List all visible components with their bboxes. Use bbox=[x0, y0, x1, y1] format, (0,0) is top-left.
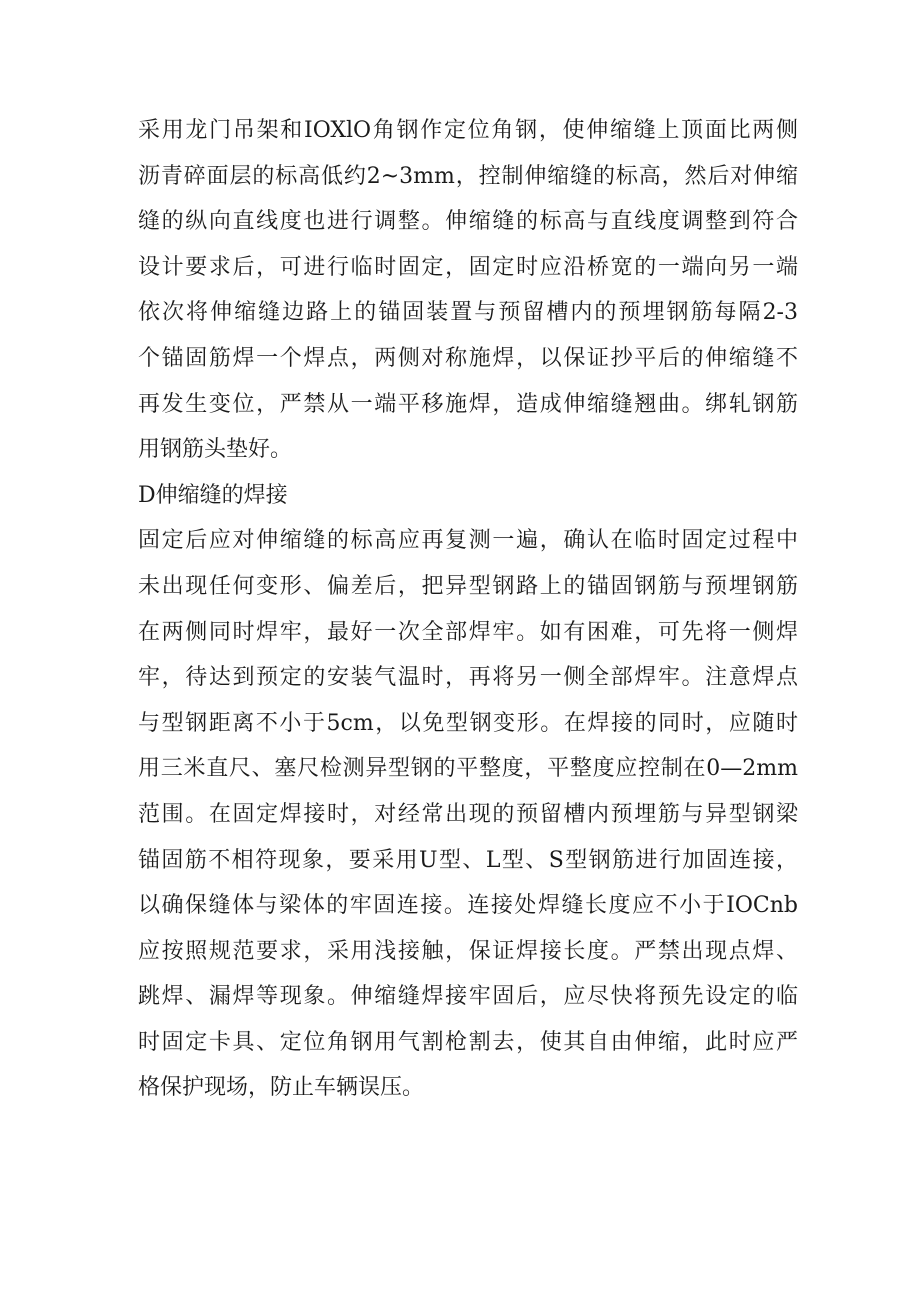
paragraph-1-line-4: 设计要求后，可进行临时固定，固定时应沿桥宽的一端向另一端 bbox=[138, 254, 798, 280]
paragraph-2-line-5: 与型钢距离不小于5cm，以免型钢变形。在焊接的同时，应随时 bbox=[138, 710, 798, 736]
section-heading: D伸缩缝的焊接 bbox=[138, 482, 288, 508]
paragraph-2-line-12: 时固定卡具、定位角钢用气割枪割去，使其自由伸缩，此时应严 bbox=[138, 1029, 798, 1055]
paragraph-1-line-8: 用钢筋头垫好。 bbox=[138, 437, 293, 463]
paragraph-1-line-6: 个锚固筋焊一个焊点，两侧对称施焊，以保证抄平后的伸缩缝不 bbox=[138, 345, 798, 371]
paragraph-1-line-2: 沥青碎面层的标高低约2~3mm，控制伸缩缝的标高，然后对伸缩 bbox=[138, 163, 798, 189]
paragraph-2-line-6: 用三米直尺、塞尺检测异型钢的平整度，平整度应控制在0—2mm bbox=[138, 756, 798, 782]
paragraph-2-line-9: 以确保缝体与梁体的牢固连接。连接处焊缝长度应不小于IOCnb bbox=[138, 893, 798, 919]
paragraph-1-line-3: 缝的纵向直线度也进行调整。伸缩缝的标高与直线度调整到符合 bbox=[138, 209, 798, 235]
paragraph-1-line-7: 再发生变位，严禁从一端平移施焊，造成伸缩缝翘曲。绑轧钢筋 bbox=[138, 391, 798, 417]
paragraph-2-line-2: 未出现任何变形、偏差后，把异型钢路上的锚固钢筋与预埋钢筋 bbox=[138, 573, 798, 599]
paragraph-2-line-3: 在两侧同时焊牢，最好一次全部焊牢。如有困难，可先将一侧焊 bbox=[138, 619, 798, 645]
paragraph-1-line-5: 依次将伸缩缝边路上的锚固装置与预留槽内的预埋钢筋每隔2-3 bbox=[138, 300, 798, 326]
paragraph-2-line-4: 牢，待达到预定的安装气温时，再将另一侧全部焊牢。注意焊点 bbox=[138, 665, 798, 691]
paragraph-2-line-10: 应按照规范要求，采用浅接触，保证焊接长度。严禁出现点焊、 bbox=[138, 938, 798, 964]
paragraph-2-line-7: 范围。在固定焊接时，对经常出现的预留槽内预埋筋与异型钢梁 bbox=[138, 801, 798, 827]
paragraph-2-line-8: 锚固筋不相符现象，要采用U型、L型、S型钢筋进行加固连接， bbox=[138, 847, 798, 873]
paragraph-2-line-11: 跳焊、漏焊等现象。伸缩缝焊接牢固后，应尽快将预先设定的临 bbox=[138, 984, 798, 1010]
document-page bbox=[138, 108, 798, 1111]
paragraph-2-line-13: 格保护现场，防止车辆误压。 bbox=[138, 1075, 425, 1101]
paragraph-1-line-1: 采用龙门吊架和IOXlO角钢作定位角钢，使伸缩缝上顶面比两侧 bbox=[138, 118, 798, 143]
paragraph-2-line-1: 固定后应对伸缩缝的标高应再复测一遍，确认在临时固定过程中 bbox=[138, 528, 798, 554]
